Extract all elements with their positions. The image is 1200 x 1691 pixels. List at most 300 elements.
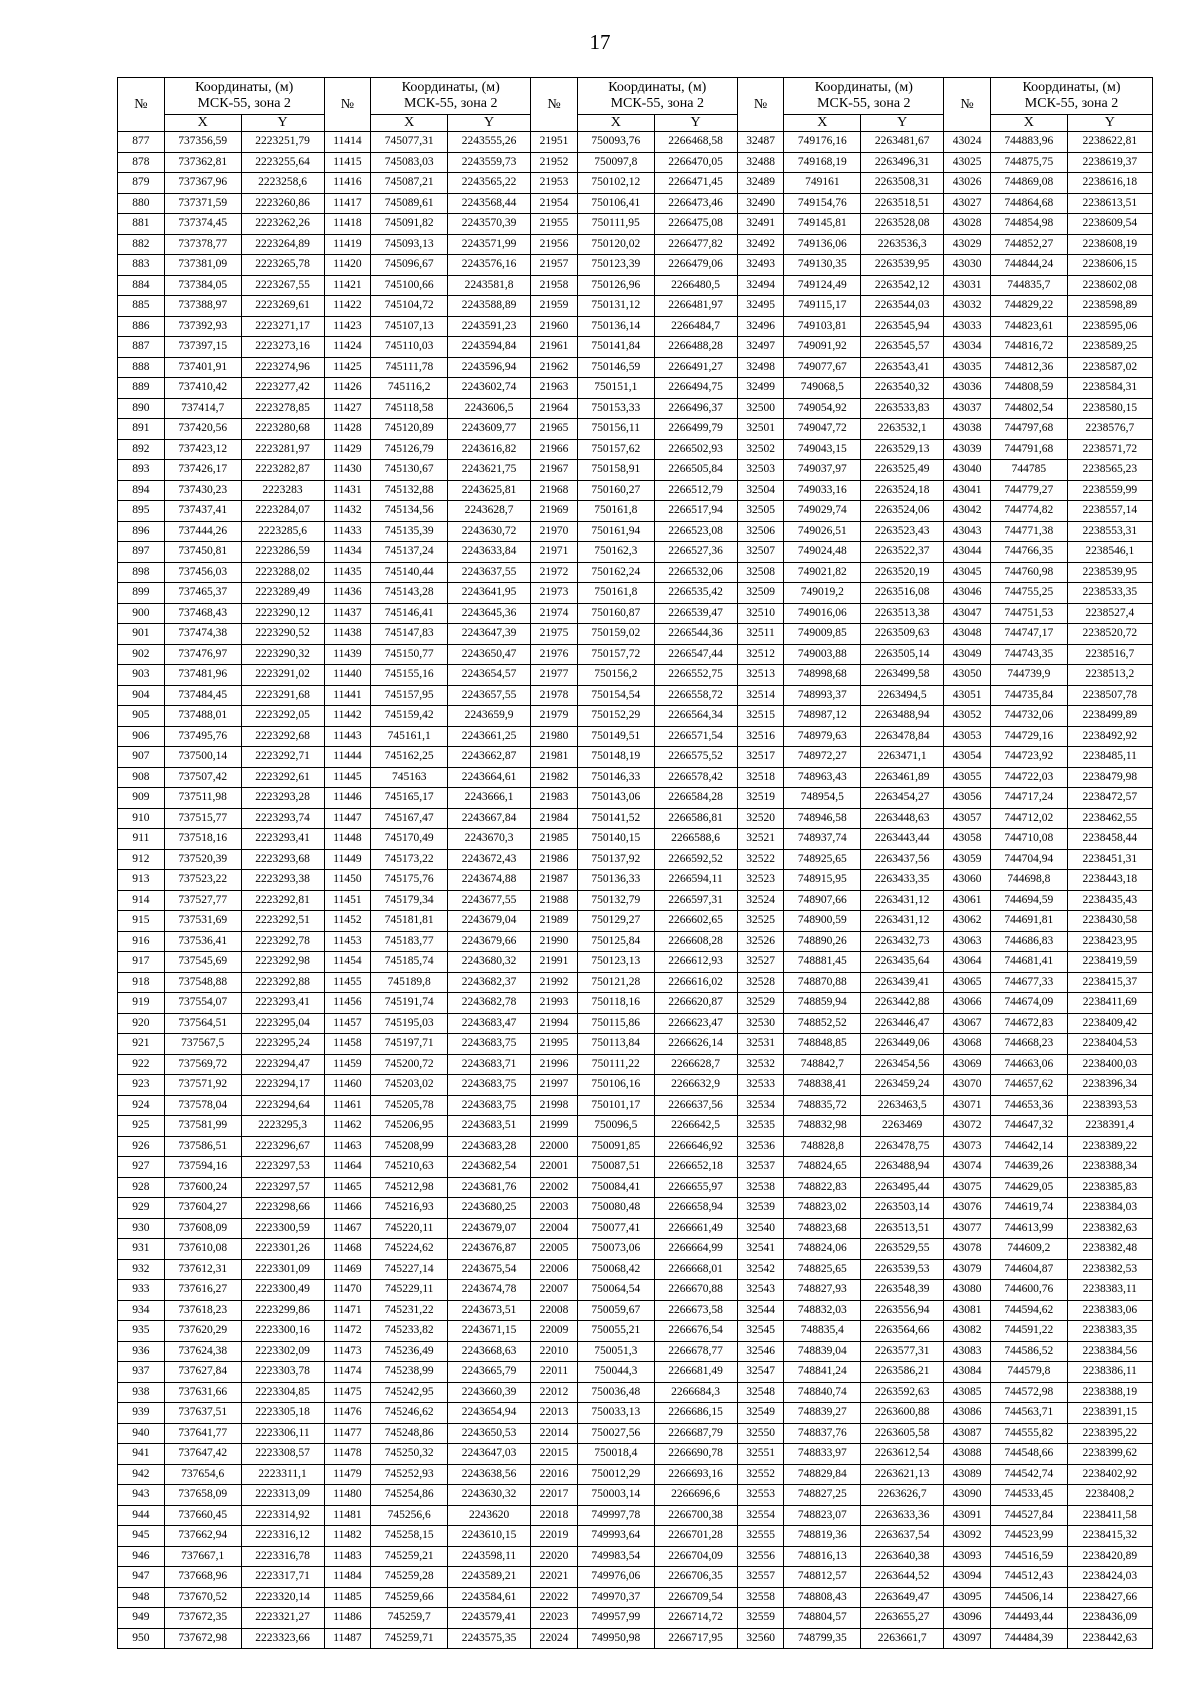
point-number: 32499 <box>737 378 784 399</box>
table-row <box>118 193 1153 214</box>
point-number: 11482 <box>324 1526 371 1547</box>
x-coordinate: 744766,35 <box>991 542 1068 563</box>
y-coordinate: 2243594,84 <box>448 337 531 358</box>
y-coordinate: 2266676,54 <box>654 1321 737 1342</box>
y-coordinate: 2238559,99 <box>1067 480 1152 501</box>
y-coordinate: 2243602,74 <box>448 378 531 399</box>
point-number: 877 <box>118 132 165 153</box>
point-number: 32533 <box>737 1075 784 1096</box>
point-number: 21959 <box>531 296 578 317</box>
x-coordinate: 745250,32 <box>371 1444 448 1465</box>
point-number: 32523 <box>737 870 784 891</box>
y-coordinate: 2243674,88 <box>448 870 531 891</box>
y-coordinate: 2263463,5 <box>861 1095 944 1116</box>
x-coordinate: 749091,92 <box>784 337 861 358</box>
table-row <box>118 1239 1153 1260</box>
table-row <box>118 173 1153 194</box>
y-coordinate: 2238598,89 <box>1067 296 1152 317</box>
point-number: 21953 <box>531 173 578 194</box>
y-coordinate: 2263471,1 <box>861 747 944 768</box>
table-row <box>118 214 1153 235</box>
y-coordinate: 2263612,54 <box>861 1444 944 1465</box>
x-coordinate: 737571,92 <box>164 1075 241 1096</box>
y-coordinate: 2266632,9 <box>654 1075 737 1096</box>
y-coordinate: 2223292,88 <box>241 972 324 993</box>
y-coordinate: 2266484,7 <box>654 316 737 337</box>
y-coordinate: 2243683,71 <box>448 1054 531 1075</box>
x-coordinate: 744852,27 <box>991 234 1068 255</box>
point-number: 937 <box>118 1362 165 1383</box>
x-coordinate: 748907,66 <box>784 890 861 911</box>
x-coordinate: 737444,26 <box>164 521 241 542</box>
x-coordinate: 750120,02 <box>577 234 654 255</box>
point-number: 21971 <box>531 542 578 563</box>
x-coordinate: 737564,51 <box>164 1013 241 1034</box>
y-coordinate: 2223271,17 <box>241 316 324 337</box>
point-number: 43087 <box>944 1423 991 1444</box>
y-coordinate: 2243682,78 <box>448 993 531 1014</box>
point-number: 898 <box>118 562 165 583</box>
point-number: 43085 <box>944 1382 991 1403</box>
x-coordinate: 748859,94 <box>784 993 861 1014</box>
table-row <box>118 1587 1153 1608</box>
column-header-number: № <box>531 78 578 132</box>
x-coordinate: 737356,59 <box>164 132 241 153</box>
y-coordinate: 2223294,64 <box>241 1095 324 1116</box>
table-row <box>118 870 1153 891</box>
x-coordinate: 745197,71 <box>371 1034 448 1055</box>
point-number: 43081 <box>944 1300 991 1321</box>
x-coordinate: 737641,77 <box>164 1423 241 1444</box>
y-coordinate: 2263435,64 <box>861 952 944 973</box>
point-number: 21970 <box>531 521 578 542</box>
point-number: 43076 <box>944 1198 991 1219</box>
y-coordinate: 2238451,31 <box>1067 849 1152 870</box>
x-coordinate: 737578,04 <box>164 1095 241 1116</box>
point-number: 32527 <box>737 952 784 973</box>
y-coordinate: 2238383,35 <box>1067 1321 1152 1342</box>
y-coordinate: 2263495,44 <box>861 1177 944 1198</box>
x-coordinate: 745126,79 <box>371 439 448 460</box>
x-coordinate: 750068,42 <box>577 1259 654 1280</box>
x-coordinate: 744533,45 <box>991 1485 1068 1506</box>
table-row <box>118 788 1153 809</box>
y-coordinate: 2238616,18 <box>1067 173 1152 194</box>
point-number: 43069 <box>944 1054 991 1075</box>
point-number: 21996 <box>531 1054 578 1075</box>
x-coordinate: 749037,97 <box>784 460 861 481</box>
point-number: 11458 <box>324 1034 371 1055</box>
x-coordinate: 748852,52 <box>784 1013 861 1034</box>
y-coordinate: 2238415,37 <box>1067 972 1152 993</box>
table-row <box>118 624 1153 645</box>
point-number: 21978 <box>531 685 578 706</box>
x-coordinate: 745147,83 <box>371 624 448 645</box>
point-number: 43063 <box>944 931 991 952</box>
point-number: 21984 <box>531 808 578 829</box>
point-number: 43043 <box>944 521 991 542</box>
table-row <box>118 521 1153 542</box>
y-coordinate: 2263478,75 <box>861 1136 944 1157</box>
y-coordinate: 2238557,14 <box>1067 501 1152 522</box>
x-coordinate: 744516,59 <box>991 1546 1068 1567</box>
table-row <box>118 972 1153 993</box>
y-coordinate: 2266547,44 <box>654 644 737 665</box>
table-row <box>118 1034 1153 1055</box>
point-number: 22005 <box>531 1239 578 1260</box>
point-number: 32501 <box>737 419 784 440</box>
y-coordinate: 2243680,32 <box>448 952 531 973</box>
point-number: 21985 <box>531 829 578 850</box>
y-coordinate: 2266714,72 <box>654 1608 737 1629</box>
y-coordinate: 2266564,34 <box>654 706 737 727</box>
y-coordinate: 2223316,78 <box>241 1546 324 1567</box>
point-number: 32504 <box>737 480 784 501</box>
point-number: 43053 <box>944 726 991 747</box>
y-coordinate: 2243630,32 <box>448 1485 531 1506</box>
table-row <box>118 1608 1153 1629</box>
y-coordinate: 2223293,68 <box>241 849 324 870</box>
x-coordinate: 737531,69 <box>164 911 241 932</box>
y-coordinate: 2243621,75 <box>448 460 531 481</box>
point-number: 43067 <box>944 1013 991 1034</box>
x-coordinate: 737420,56 <box>164 419 241 440</box>
x-coordinate: 744663,06 <box>991 1054 1068 1075</box>
x-coordinate: 748987,12 <box>784 706 861 727</box>
y-coordinate: 2223293,38 <box>241 870 324 891</box>
x-coordinate: 745083,03 <box>371 152 448 173</box>
point-number: 43056 <box>944 788 991 809</box>
point-number: 889 <box>118 378 165 399</box>
y-coordinate: 2243559,73 <box>448 152 531 173</box>
table-row <box>118 1218 1153 1239</box>
x-coordinate: 748827,93 <box>784 1280 861 1301</box>
x-coordinate: 744739,9 <box>991 665 1068 686</box>
y-coordinate: 2266578,42 <box>654 767 737 788</box>
point-number: 11472 <box>324 1321 371 1342</box>
point-number: 21997 <box>531 1075 578 1096</box>
point-number: 43057 <box>944 808 991 829</box>
point-number: 934 <box>118 1300 165 1321</box>
x-coordinate: 750121,28 <box>577 972 654 993</box>
y-coordinate: 2266496,37 <box>654 398 737 419</box>
y-coordinate: 2263592,63 <box>861 1382 944 1403</box>
x-coordinate: 737616,27 <box>164 1280 241 1301</box>
x-coordinate: 737495,76 <box>164 726 241 747</box>
y-coordinate: 2263633,36 <box>861 1505 944 1526</box>
y-coordinate: 2238404,53 <box>1067 1034 1152 1055</box>
x-coordinate: 749997,78 <box>577 1505 654 1526</box>
y-coordinate: 2243659,9 <box>448 706 531 727</box>
point-number: 11481 <box>324 1505 371 1526</box>
x-coordinate: 745252,93 <box>371 1464 448 1485</box>
y-coordinate: 2263621,13 <box>861 1464 944 1485</box>
point-number: 43045 <box>944 562 991 583</box>
point-number: 905 <box>118 706 165 727</box>
point-number: 11441 <box>324 685 371 706</box>
y-coordinate: 2238399,62 <box>1067 1444 1152 1465</box>
y-coordinate: 2238485,11 <box>1067 747 1152 768</box>
point-number: 21973 <box>531 583 578 604</box>
y-coordinate: 2223293,41 <box>241 993 324 1014</box>
point-number: 21976 <box>531 644 578 665</box>
y-coordinate: 2243683,28 <box>448 1136 531 1157</box>
point-number: 32531 <box>737 1034 784 1055</box>
point-number: 930 <box>118 1218 165 1239</box>
y-coordinate: 2266706,35 <box>654 1567 737 1588</box>
point-number: 896 <box>118 521 165 542</box>
x-coordinate: 737414,7 <box>164 398 241 419</box>
y-coordinate: 2223278,85 <box>241 398 324 419</box>
y-coordinate: 2266502,93 <box>654 439 737 460</box>
coordinates-table <box>117 77 1153 1649</box>
y-coordinate: 2263640,38 <box>861 1546 944 1567</box>
point-number: 895 <box>118 501 165 522</box>
y-coordinate: 2238622,81 <box>1067 132 1152 153</box>
point-number: 43095 <box>944 1587 991 1608</box>
x-coordinate: 748833,97 <box>784 1444 861 1465</box>
x-coordinate: 750093,76 <box>577 132 654 153</box>
y-coordinate: 2263513,51 <box>861 1218 944 1239</box>
x-coordinate: 744747,17 <box>991 624 1068 645</box>
point-number: 32493 <box>737 255 784 276</box>
point-number: 22001 <box>531 1157 578 1178</box>
x-coordinate: 748829,84 <box>784 1464 861 1485</box>
table-row <box>118 829 1153 850</box>
y-coordinate: 2238395,22 <box>1067 1423 1152 1444</box>
x-coordinate: 744869,08 <box>991 173 1068 194</box>
y-coordinate: 2266668,01 <box>654 1259 737 1280</box>
y-coordinate: 2238389,22 <box>1067 1136 1152 1157</box>
point-number: 43046 <box>944 583 991 604</box>
y-coordinate: 2238546,1 <box>1067 542 1152 563</box>
page-number: 17 <box>589 30 611 54</box>
point-number: 914 <box>118 890 165 911</box>
point-number: 11432 <box>324 501 371 522</box>
y-coordinate: 2263494,5 <box>861 685 944 706</box>
y-coordinate: 2263433,35 <box>861 870 944 891</box>
x-coordinate: 745096,67 <box>371 255 448 276</box>
y-coordinate: 2263529,13 <box>861 439 944 460</box>
point-number: 11449 <box>324 849 371 870</box>
x-coordinate: 750080,48 <box>577 1198 654 1219</box>
point-number: 11436 <box>324 583 371 604</box>
x-coordinate: 744883,96 <box>991 132 1068 153</box>
point-number: 32537 <box>737 1157 784 1178</box>
table-row <box>118 1054 1153 1075</box>
x-coordinate: 745162,25 <box>371 747 448 768</box>
point-number: 11446 <box>324 788 371 809</box>
x-coordinate: 745146,41 <box>371 603 448 624</box>
point-number: 43096 <box>944 1608 991 1629</box>
y-coordinate: 2266658,94 <box>654 1198 737 1219</box>
point-number: 11486 <box>324 1608 371 1629</box>
x-coordinate: 749043,15 <box>784 439 861 460</box>
point-number: 43094 <box>944 1567 991 1588</box>
y-coordinate: 2238419,59 <box>1067 952 1152 973</box>
y-coordinate: 2263439,41 <box>861 972 944 993</box>
point-number: 32543 <box>737 1280 784 1301</box>
column-header-coordinates <box>164 78 324 115</box>
y-coordinate: 2223293,28 <box>241 788 324 809</box>
table-row <box>118 603 1153 624</box>
point-number: 915 <box>118 911 165 932</box>
x-coordinate: 750003,14 <box>577 1485 654 1506</box>
point-number: 43084 <box>944 1362 991 1383</box>
y-coordinate: 2238385,83 <box>1067 1177 1152 1198</box>
y-coordinate: 2263431,12 <box>861 911 944 932</box>
point-number: 11422 <box>324 296 371 317</box>
point-number: 22020 <box>531 1546 578 1567</box>
point-number: 21999 <box>531 1116 578 1137</box>
point-number: 32491 <box>737 214 784 235</box>
point-number: 43041 <box>944 480 991 501</box>
point-number: 21952 <box>531 152 578 173</box>
x-coordinate: 745161,1 <box>371 726 448 747</box>
point-number: 32540 <box>737 1218 784 1239</box>
point-number: 11431 <box>324 480 371 501</box>
x-coordinate: 749033,16 <box>784 480 861 501</box>
point-number: 21982 <box>531 767 578 788</box>
point-number: 43089 <box>944 1464 991 1485</box>
point-number: 32521 <box>737 829 784 850</box>
y-coordinate: 2266575,52 <box>654 747 737 768</box>
table-row <box>118 747 1153 768</box>
y-coordinate: 2266586,81 <box>654 808 737 829</box>
point-number: 32560 <box>737 1628 784 1649</box>
y-coordinate: 2238609,54 <box>1067 214 1152 235</box>
x-coordinate: 744527,84 <box>991 1505 1068 1526</box>
coordinates-system: МСК-55, зона 2 <box>404 96 498 111</box>
y-coordinate: 2266637,56 <box>654 1095 737 1116</box>
table-row <box>118 419 1153 440</box>
x-coordinate: 749003,88 <box>784 644 861 665</box>
x-coordinate: 748824,65 <box>784 1157 861 1178</box>
x-coordinate: 748804,57 <box>784 1608 861 1629</box>
x-coordinate: 748937,74 <box>784 829 861 850</box>
y-coordinate: 2243633,84 <box>448 542 531 563</box>
x-coordinate: 744493,44 <box>991 1608 1068 1629</box>
y-coordinate: 2238458,44 <box>1067 829 1152 850</box>
y-coordinate: 2266642,5 <box>654 1116 737 1137</box>
x-coordinate: 745173,22 <box>371 849 448 870</box>
table-row <box>118 644 1153 665</box>
x-coordinate: 750113,84 <box>577 1034 654 1055</box>
x-coordinate: 745208,99 <box>371 1136 448 1157</box>
point-number: 11473 <box>324 1341 371 1362</box>
point-number: 931 <box>118 1239 165 1260</box>
point-number: 21957 <box>531 255 578 276</box>
x-coordinate: 737371,59 <box>164 193 241 214</box>
x-coordinate: 737600,24 <box>164 1177 241 1198</box>
x-coordinate: 749957,99 <box>577 1608 654 1629</box>
y-coordinate: 2266480,5 <box>654 275 737 296</box>
y-coordinate: 2223299,86 <box>241 1300 324 1321</box>
point-number: 948 <box>118 1587 165 1608</box>
x-coordinate: 744771,38 <box>991 521 1068 542</box>
x-coordinate: 737608,09 <box>164 1218 241 1239</box>
point-number: 11448 <box>324 829 371 850</box>
x-coordinate: 745118,58 <box>371 398 448 419</box>
point-number: 11430 <box>324 460 371 481</box>
point-number: 883 <box>118 255 165 276</box>
y-coordinate: 2238415,32 <box>1067 1526 1152 1547</box>
y-coordinate: 2243581,8 <box>448 275 531 296</box>
table-row <box>118 1198 1153 1219</box>
y-coordinate: 2263448,63 <box>861 808 944 829</box>
x-coordinate: 750146,33 <box>577 767 654 788</box>
point-number: 11415 <box>324 152 371 173</box>
point-number: 924 <box>118 1095 165 1116</box>
x-coordinate: 744743,35 <box>991 644 1068 665</box>
y-coordinate: 2223269,61 <box>241 296 324 317</box>
point-number: 43026 <box>944 173 991 194</box>
point-number: 32514 <box>737 685 784 706</box>
y-coordinate: 2223281,97 <box>241 439 324 460</box>
x-coordinate: 748808,43 <box>784 1587 861 1608</box>
point-number: 22011 <box>531 1362 578 1383</box>
point-number: 43049 <box>944 644 991 665</box>
point-number: 43028 <box>944 214 991 235</box>
y-coordinate: 2223302,09 <box>241 1341 324 1362</box>
y-coordinate: 2266470,05 <box>654 152 737 173</box>
point-number: 22008 <box>531 1300 578 1321</box>
column-header-y: Y <box>654 115 737 132</box>
x-coordinate: 737465,37 <box>164 583 241 604</box>
x-coordinate: 744579,8 <box>991 1362 1068 1383</box>
y-coordinate: 2223292,71 <box>241 747 324 768</box>
y-coordinate: 2238602,08 <box>1067 275 1152 296</box>
point-number: 43058 <box>944 829 991 850</box>
point-number: 43025 <box>944 152 991 173</box>
y-coordinate: 2263431,12 <box>861 890 944 911</box>
point-number: 43052 <box>944 706 991 727</box>
x-coordinate: 745210,63 <box>371 1157 448 1178</box>
x-coordinate: 748963,43 <box>784 767 861 788</box>
x-coordinate: 744808,59 <box>991 378 1068 399</box>
point-number: 32528 <box>737 972 784 993</box>
x-coordinate: 737627,84 <box>164 1362 241 1383</box>
y-coordinate: 2263516,08 <box>861 583 944 604</box>
x-coordinate: 750055,21 <box>577 1321 654 1342</box>
coordinates-system: МСК-55, зона 2 <box>1024 96 1119 111</box>
point-number: 32488 <box>737 152 784 173</box>
x-coordinate: 750123,39 <box>577 255 654 276</box>
point-number: 32557 <box>737 1567 784 1588</box>
y-coordinate: 2263524,18 <box>861 480 944 501</box>
x-coordinate: 750148,19 <box>577 747 654 768</box>
point-number: 11417 <box>324 193 371 214</box>
x-coordinate: 744710,08 <box>991 829 1068 850</box>
x-coordinate: 744681,41 <box>991 952 1068 973</box>
table-row <box>118 296 1153 317</box>
point-number: 940 <box>118 1423 165 1444</box>
x-coordinate: 745134,56 <box>371 501 448 522</box>
x-coordinate: 748998,68 <box>784 665 861 686</box>
x-coordinate: 737367,96 <box>164 173 241 194</box>
y-coordinate: 2263446,47 <box>861 1013 944 1034</box>
y-coordinate: 2243654,57 <box>448 665 531 686</box>
x-coordinate: 749976,06 <box>577 1567 654 1588</box>
point-number: 11444 <box>324 747 371 768</box>
x-coordinate: 750118,16 <box>577 993 654 1014</box>
y-coordinate: 2223288,02 <box>241 562 324 583</box>
table-row <box>118 726 1153 747</box>
x-coordinate: 744674,09 <box>991 993 1068 1014</box>
point-number: 919 <box>118 993 165 1014</box>
column-header-x: X <box>991 115 1068 132</box>
y-coordinate: 2243570,39 <box>448 214 531 235</box>
